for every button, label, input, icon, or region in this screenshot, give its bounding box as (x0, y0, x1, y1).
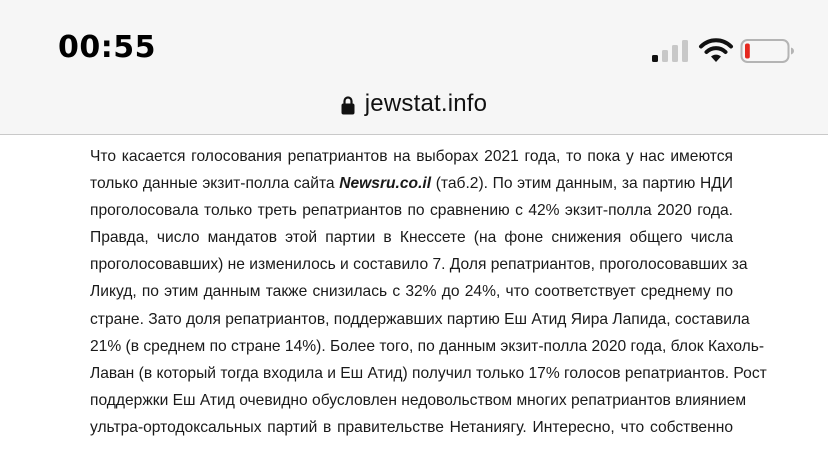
address-bar[interactable] (0, 86, 828, 122)
battery-level-fill (745, 44, 750, 59)
battery-low-icon (740, 38, 796, 64)
line-text: только данные экзит-полла сайта (90, 175, 340, 193)
page-content[interactable] (0, 136, 828, 449)
article-line: Лаван (в который тогда входила и Еш Атид) получил только 17% голосов репатриантов. Рост (90, 364, 767, 382)
article-line: Ликуд, по этим данным также снизилась с 32% до 24%, что соответствует среднему по (90, 283, 733, 301)
article-line (90, 170, 733, 197)
cellular-signal-icon (652, 40, 690, 62)
url-text: jewstat.info (364, 90, 488, 117)
line-text: Что касается голосования репатриантов на выборах 2021 года, то пока у нас имеются (90, 148, 733, 165)
article-line: 21% (в среднем по стране 14%). Более того, по данным экзит-полла 2020 года, блок Кахоль- (90, 337, 765, 355)
article-line: ультра-ортодоксальных партий в правительстве Нетаниягу. Интересно, что собственно (90, 418, 733, 436)
article-line: Правда, число мандатов этой партии в Кнессете (на фоне снижения общего числа (90, 229, 733, 247)
article-line: поддержки Еш Атид очевидно обусловлен недовольством многих репатриантов влиянием (90, 391, 747, 409)
line-text: (таб.2). По этим данным, за партию НДИ (431, 175, 733, 193)
article-line: проголосовала только треть репатриантов по сравнению с 42% экзит-полла 2020 года. (90, 202, 733, 220)
wifi-icon (698, 38, 734, 64)
article-line: стране. Зато доля репатриантов, поддержавших партию Еш Атид Яира Лапида, составила (90, 310, 750, 328)
browser-chrome (0, 0, 828, 135)
article-line (90, 143, 733, 170)
lock-icon (341, 95, 355, 115)
status-time: 00:55 (58, 30, 156, 65)
source-link[interactable]: Newsru.co.il (339, 175, 432, 193)
article-line: проголосовавших) не изменилось и составило 7. Доля репатриантов, проголосовавших за (90, 256, 748, 274)
article-text (90, 143, 767, 441)
